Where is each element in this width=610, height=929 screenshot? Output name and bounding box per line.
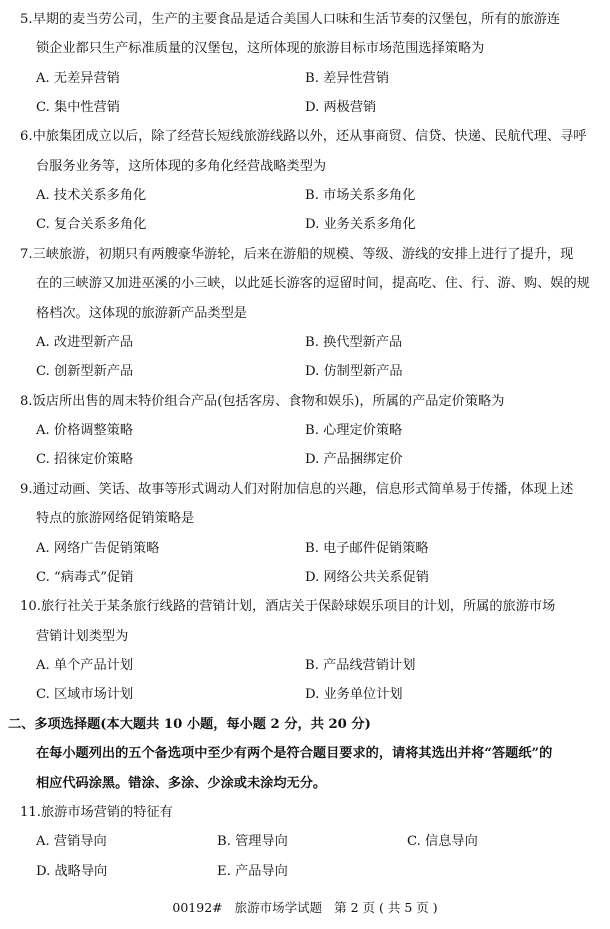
question-7-option-c: C. 创新型新产品: [36, 364, 134, 379]
question-8-option-d: D. 产品捆绑定价: [305, 452, 403, 467]
section-2-instruction-line-1: 在每小题列出的五个备选项中至少有两个是符合题目要求的，请将其选出并将“答题纸”的: [36, 746, 553, 761]
question-5-option-b: B. 差异性营销: [305, 71, 390, 86]
question-6-stem-line-1: 6.中旅集团成立以后，除了经营长短线旅游线路以外，还从事商贸、信贷、快递、民航代理、寻呼: [20, 129, 587, 144]
question-10-option-c: C. 区域市场计划: [36, 687, 134, 702]
question-6-stem-line-2: 台服务业务等，这所体现的多角化经营战略类型为: [36, 159, 327, 174]
question-11-option-d: D. 战略导向: [36, 864, 108, 879]
question-11-option-c: C. 信息导向: [407, 834, 478, 849]
question-8-option-b: B. 心理定价策略: [305, 423, 403, 438]
page-footer: [0, 900, 610, 916]
footer-exam-title: 旅游市场学试题: [234, 900, 323, 915]
question-5-option-c: C. 集中性营销: [36, 100, 120, 115]
question-6-option-b: B. 市场关系多角化: [305, 188, 416, 203]
question-8-stem-line-1: 8.饭店所出售的周末特价组合产品(包括客房、食物和娱乐)，所属的产品定价策略为: [20, 394, 505, 409]
question-7-option-a: A. 改进型新产品: [36, 335, 134, 350]
question-7-stem-line-1: 7.三峡旅游，初期只有两艘豪华游轮，后来在游船的规模、等级、游线的安排上进行了提升，现: [20, 247, 574, 262]
question-7-option-b: B. 换代型新产品: [305, 335, 403, 350]
footer-page-number: 第 2 页 ( 共 5 页 ): [334, 900, 438, 915]
question-7-stem-line-3: 格档次。这体现的旅游新产品类型是: [36, 306, 247, 321]
question-10-stem-line-1: 10.旅行社关于某条旅行线路的营销计划，酒店关于保龄球娱乐项目的计划，所属的旅游市场: [20, 599, 556, 614]
question-9-option-d: D. 网络公共关系促销: [305, 570, 429, 585]
section-2-instruction-line-2: 相应代码涂黑。错涂、多涂、少涂或未涂均无分。: [36, 776, 327, 791]
footer-exam-code: 00192#: [172, 900, 223, 915]
question-10-stem-line-2: 营销计划类型为: [36, 629, 129, 644]
question-9-stem-line-1: 9.通过动画、笑话、故事等形式调动人们对附加信息的兴趣，信息形式简单易于传播，体现上述: [20, 482, 574, 497]
question-5-option-d: D. 两极营销: [305, 100, 377, 115]
question-7-stem-line-2: 在的三峡游又加进巫溪的小三峡，以此延长游客的逗留时间，提高吃、住、行、游、购、娱的规: [36, 276, 590, 291]
question-5-stem-line-2: 锁企业都只生产标准质量的汉堡包，这所体现的旅游目标市场范围选择策略为: [36, 41, 485, 56]
question-6-option-c: C. 复合关系多角化: [36, 217, 147, 232]
question-11-option-a: A. 营销导向: [36, 834, 107, 849]
question-9-option-a: A. 网络广告促销策略: [36, 541, 160, 556]
question-5-option-a: A. 无差异营销: [36, 71, 120, 86]
question-7-option-d: D. 仿制型新产品: [305, 364, 403, 379]
section-2-heading: 二、多项选择题(本大题共 10 小题，每小题 2 分，共 20 分): [8, 717, 371, 732]
question-11-stem: 11.旅游市场营销的特征有: [20, 805, 173, 820]
question-9-option-c: C. “病毒式”促销: [36, 570, 134, 585]
question-9-option-b: B. 电子邮件促销策略: [305, 541, 429, 556]
question-10-option-d: D. 业务单位计划: [305, 687, 403, 702]
question-10-option-a: A. 单个产品计划: [36, 658, 134, 673]
question-5-stem-line-1: 5.早期的麦当劳公司，生产的主要食品是适合美国人口味和生活节奏的汉堡包，所有的旅游连: [20, 12, 561, 27]
question-11-option-e: E. 产品导向: [217, 864, 288, 879]
question-6-option-a: A. 技术关系多角化: [36, 188, 147, 203]
question-10-option-b: B. 产品线营销计划: [305, 658, 416, 673]
question-8-option-a: A. 价格调整策略: [36, 423, 134, 438]
question-11-option-b: B. 管理导向: [217, 834, 288, 849]
question-8-option-c: C. 招徕定价策略: [36, 452, 134, 467]
question-6-option-d: D. 业务关系多角化: [305, 217, 416, 232]
question-9-stem-line-2: 特点的旅游网络促销策略是: [36, 511, 195, 526]
